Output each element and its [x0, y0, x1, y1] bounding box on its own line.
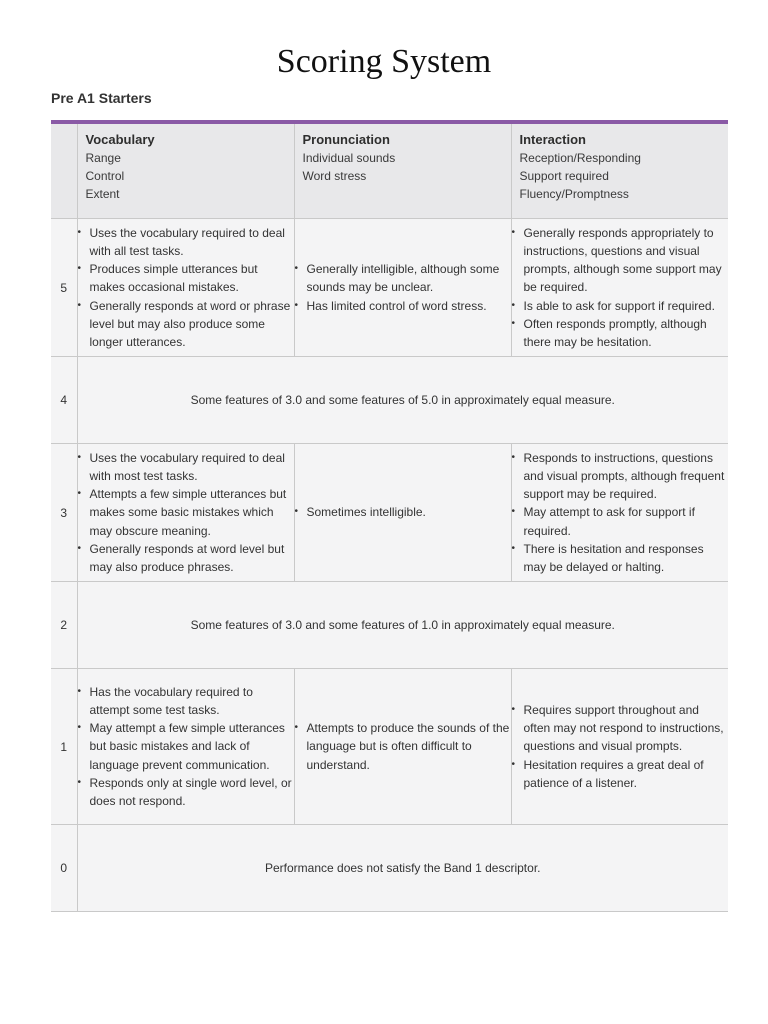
table-row — [51, 582, 728, 669]
list-item: • Produces simple utterances but makes occasional mistakes. — [78, 260, 294, 296]
list-item: • Responds to instructions, questions and visual prompts, although frequent support may be required. — [512, 449, 729, 504]
band-number: 4 — [51, 357, 77, 444]
band-number: 3 — [51, 444, 77, 582]
column-subtitle: Word stress — [302, 169, 367, 183]
interaction-cell — [511, 219, 728, 357]
table-row — [51, 444, 728, 582]
list-item: • Often responds promptly, although there may be hesitation. — [512, 315, 729, 351]
vocabulary-cell — [77, 444, 294, 582]
list-item: • Sometimes intelligible. — [295, 503, 511, 521]
scoring-table-container — [51, 120, 728, 912]
column-subtitle: Control — [85, 169, 125, 183]
page-title: Scoring System — [276, 43, 492, 80]
section-label: Pre A1 Starters — [51, 90, 152, 106]
list-item: • Requires support throughout and often may not respond to instructions, questions and visual prompts. — [512, 701, 729, 756]
band-summary: Some features of 3.0 and some features of 5.0 in approximately equal measure. — [77, 357, 728, 444]
table-row — [51, 669, 728, 825]
band-summary: Some features of 3.0 and some features of 1.0 in approximately equal measure. — [77, 582, 728, 669]
table-header-row — [51, 122, 728, 219]
list-item: • May attempt to ask for support if required. — [512, 503, 729, 539]
list-item: • Uses the vocabulary required to deal with all test tasks. — [78, 224, 294, 260]
column-subtitle: Support required — [519, 169, 609, 183]
column-subtitle: Individual sounds — [302, 151, 396, 165]
list-item: • There is hesitation and responses may be delayed or halting. — [512, 540, 729, 576]
column-title: Interaction — [519, 132, 586, 147]
column-title: Pronunciation — [302, 132, 390, 147]
interaction-column-header — [511, 122, 728, 219]
band-number: 2 — [51, 582, 77, 669]
column-subtitle: Range — [85, 151, 121, 165]
pronunciation-cell — [294, 219, 511, 357]
list-item: • Has the vocabulary required to attempt some test tasks. — [78, 683, 294, 719]
list-item: • Generally intelligible, although some sounds may be unclear. — [295, 260, 511, 296]
vocabulary-cell — [77, 219, 294, 357]
table-row — [51, 219, 728, 357]
band-summary: Performance does not satisfy the Band 1 descriptor. — [77, 825, 728, 912]
vocabulary-column-header — [77, 122, 294, 219]
pronunciation-cell — [294, 669, 511, 825]
column-subtitle: Fluency/Promptness — [519, 187, 629, 201]
pronunciation-cell — [294, 444, 511, 582]
list-item: • Generally responds at word level but may also produce phrases. — [78, 540, 294, 576]
list-item: • Responds only at single word level, or does not respond. — [78, 774, 294, 810]
list-item: • Hesitation requires a great deal of patience of a listener. — [512, 756, 729, 792]
pronunciation-column-header — [294, 122, 511, 219]
table-row — [51, 825, 728, 912]
list-item: • Has limited control of word stress. — [295, 297, 511, 315]
list-item: • Uses the vocabulary required to deal with most test tasks. — [78, 449, 294, 485]
list-item: • Attempts to produce the sounds of the language but is often difficult to understand. — [295, 719, 511, 774]
scoring-table — [51, 120, 728, 912]
column-subtitle: Reception/Responding — [519, 151, 641, 165]
table-row — [51, 357, 728, 444]
band-number: 0 — [51, 825, 77, 912]
list-item: • Generally responds appropriately to instructions, questions and visual prompts, although some support may be required. — [512, 224, 729, 297]
interaction-cell — [511, 669, 728, 825]
list-item: • Generally responds at word or phrase level but may also produce some longer utterances. — [78, 297, 294, 352]
column-title: Vocabulary — [85, 132, 155, 147]
list-item: • Attempts a few simple utterances but makes some basic mistakes which may obscure meaning. — [78, 485, 294, 540]
band-number: 1 — [51, 669, 77, 825]
interaction-cell — [511, 444, 728, 582]
band-column-header — [51, 122, 77, 219]
band-number: 5 — [51, 219, 77, 357]
column-subtitle: Extent — [85, 187, 120, 201]
list-item: • Is able to ask for support if required. — [512, 297, 729, 315]
list-item: • May attempt a few simple utterances but basic mistakes and lack of language prevent communication. — [78, 719, 294, 774]
vocabulary-cell — [77, 669, 294, 825]
